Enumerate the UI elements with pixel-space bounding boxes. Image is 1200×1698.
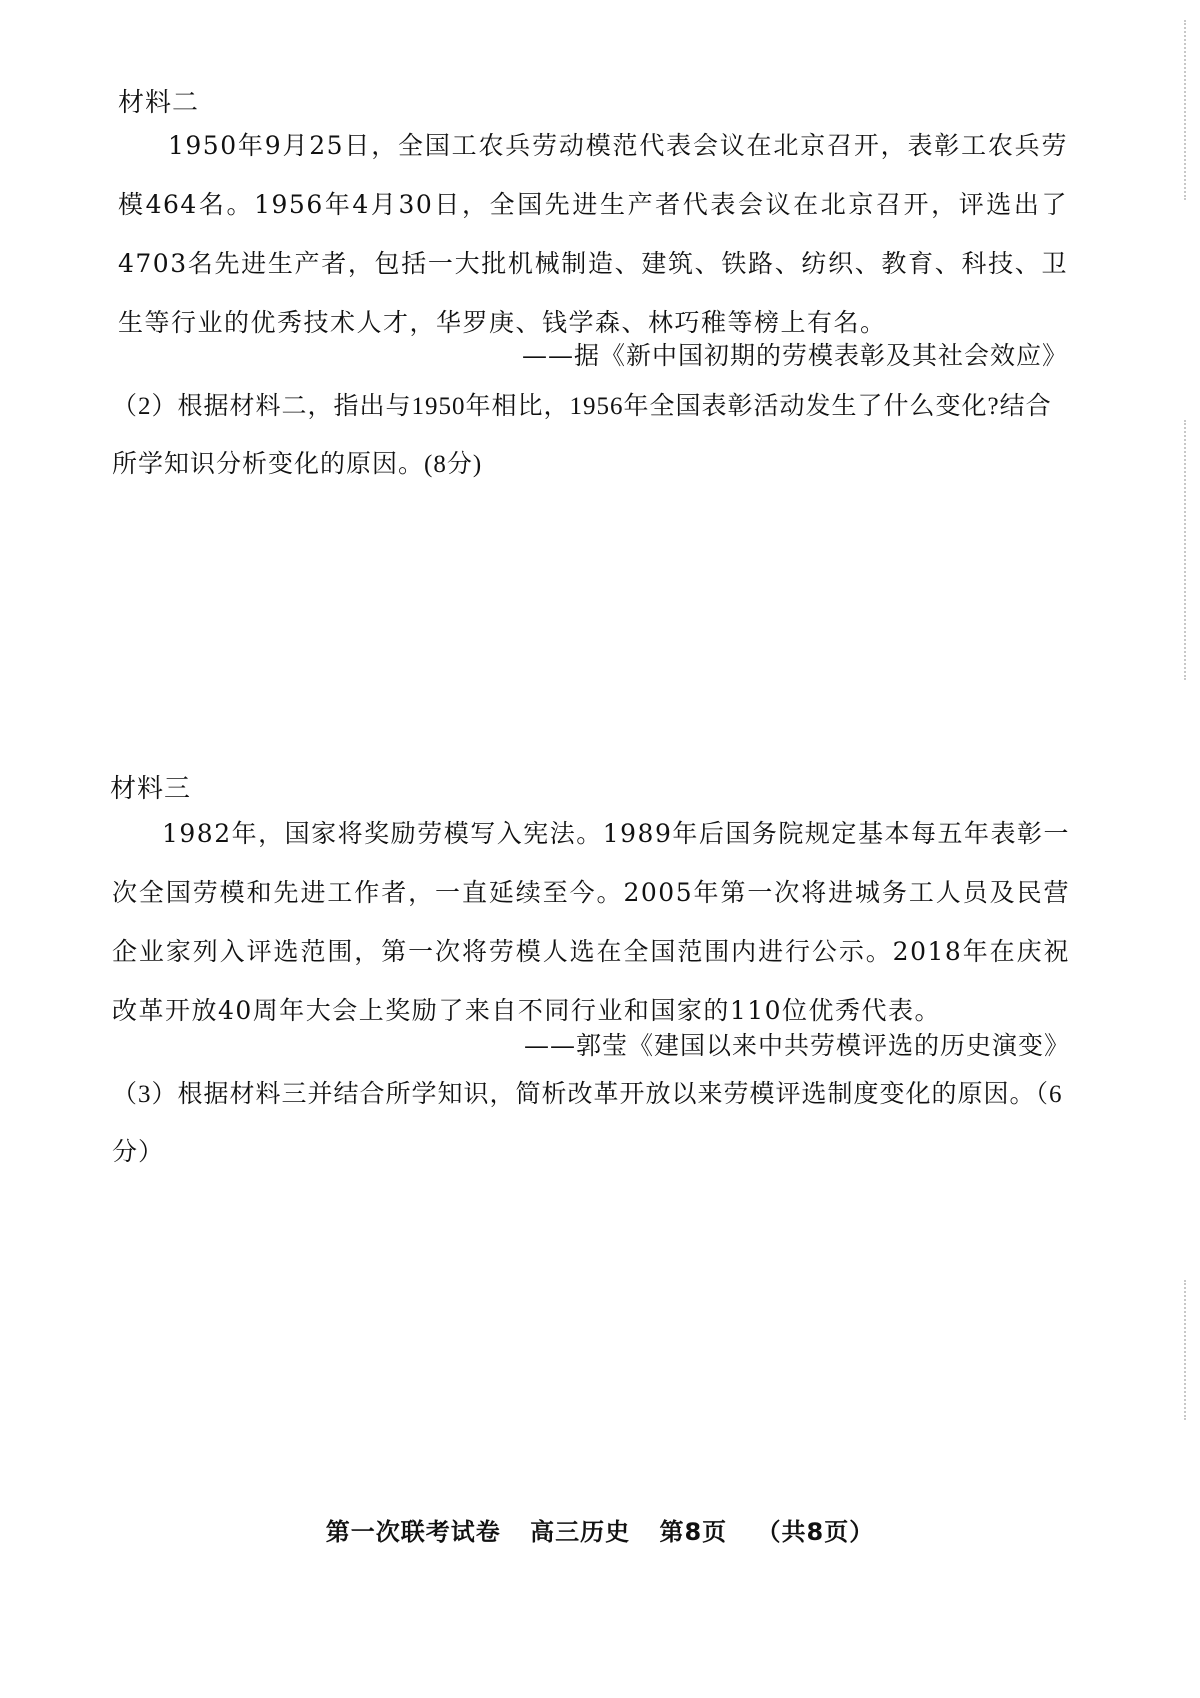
footer-subject: 高三历史 bbox=[530, 1518, 631, 1546]
question-3: （3）根据材料三并结合所学知识，简析改革开放以来劳模评选制度变化的原因。（6分） bbox=[112, 1081, 1063, 1166]
scan-artifact bbox=[1184, 1280, 1188, 1420]
material-2-source: ——据《新中国初期的劳模表彰及其社会效应》 bbox=[521, 341, 1068, 370]
scan-artifact bbox=[1184, 20, 1188, 200]
footer-exam-name: 第一次联考试卷 bbox=[325, 1518, 501, 1546]
material-3-source: ——郭莹《建国以来中共劳模评选的历史演变》 bbox=[523, 1031, 1070, 1060]
material-3-label: 材料三 bbox=[110, 774, 192, 804]
footer-total-pages: （共8页） bbox=[756, 1518, 875, 1546]
question-2: （2）根据材料二，指出与1950年相比，1956年全国表彰活动发生了什么变化?结合所学知识分析变化的原因。(8分) bbox=[112, 393, 1052, 478]
material-2-paragraph: 1950年9月25日，全国工农兵劳动模范代表会议在北京召开，表彰工农兵劳模464名。1956年4月30日，全国先进生产者代表会议在北京召开，评选出了4703名先进生产者，包括一大批机械制造、建筑、铁路、纺织、教育、科技、卫生等行业的优秀技术人才，华罗庚、钱学森、林巧稚等榜上有名。 bbox=[118, 131, 1068, 337]
page-footer bbox=[0, 1512, 1200, 1547]
scan-artifact bbox=[1184, 420, 1188, 680]
material-2-label: 材料二 bbox=[118, 88, 200, 118]
footer-page-number: 第8页 bbox=[659, 1518, 728, 1546]
material-3-paragraph: 1982年，国家将奖励劳模写入宪法。1989年后国务院规定基本每五年表彰一次全国劳模和先进工作者，一直延续至今。2005年第一次将进城务工人员及民营企业家列入评选范围，第一次将劳模人选在全国范围内进行公示。2018年在庆祝改革开放40周年大会上奖励了来自不同行业和国家的110位优秀代表。 bbox=[112, 819, 1070, 1025]
